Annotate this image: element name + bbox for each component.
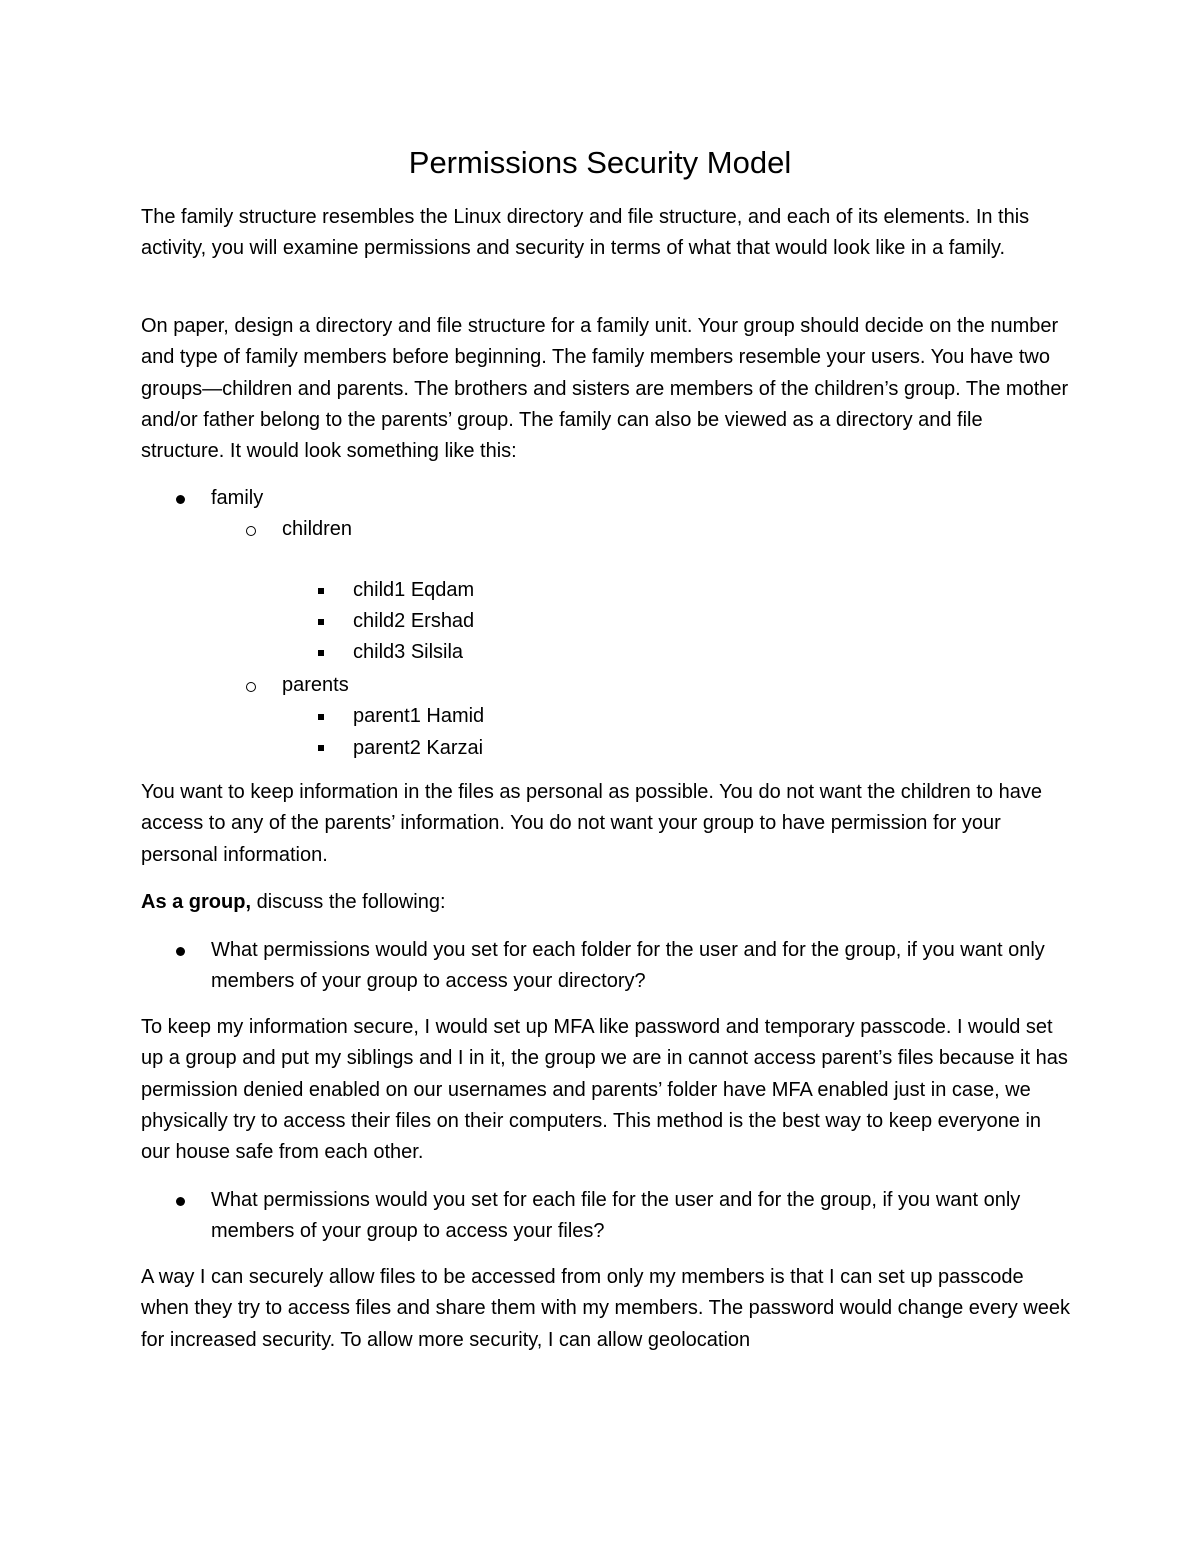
tree-item-parents: parents (282, 674, 349, 696)
tree-item-parent1: parent1 Hamid (353, 705, 485, 727)
privacy-paragraph: You want to keep information in the files as personal as possible. You do not want the children to have access to any of the parents’ information. You do not want your group to have permission for your personal information. (141, 781, 1042, 866)
bullet-icon (176, 1197, 185, 1206)
tree-item-child3: child3 Silsila (353, 641, 464, 663)
tree-item-children: children (282, 518, 353, 540)
circle-bullet-icon (246, 682, 256, 692)
square-bullet-icon (318, 745, 324, 751)
discuss-heading (141, 887, 1071, 918)
question-2: What permissions would you set for each file for the user and for the group, if you want only members of your group to access your files? (211, 1189, 1021, 1243)
tree-item-parent2: parent2 Karzai (353, 737, 484, 759)
square-bullet-icon (318, 714, 324, 720)
discuss-rest: discuss the following: (251, 891, 446, 913)
instructions-paragraph: On paper, design a directory and file structure for a family unit. Your group should decide on the number and type of family members before beginning. The family members resemble your users. You have two groups—children and parents. The brothers and sisters are members of the children’s group. The mother and/or father belong to the parents’ group. The family can also be viewed as a directory and file structure. It would look something like this: (141, 315, 1069, 463)
square-bullet-icon (318, 650, 324, 656)
page-title: Permissions Security Model (408, 145, 792, 180)
square-bullet-icon (318, 588, 324, 594)
intro-paragraph: The family structure resembles the Linux directory and file structure, and each of its elements. In this activity, you will examine permissions and security in terms of what that would look like in a family. (141, 206, 1030, 260)
square-bullet-icon (318, 619, 324, 625)
answer-1: To keep my information secure, I would set up MFA like password and temporary passcode. I would set up a group and put my siblings and I in it, the group we are in cannot access parent’s files because it has permission denied enabled on our usernames and parents’ folder have MFA enabled just in case, we physically try to access their files on their computers. This method is the best way to keep everyone in our house safe from each other. (141, 1016, 1068, 1164)
bullet-icon (176, 495, 185, 504)
tree-item-family: family (211, 487, 264, 509)
question-1: What permissions would you set for each folder for the user and for the group, if you want only members of your group to access your directory? (211, 939, 1045, 993)
bullet-icon (176, 947, 185, 956)
tree-item-child2: child2 Ershad (353, 610, 475, 632)
answer-2: A way I can securely allow files to be accessed from only my members is that I can set up passcode when they try to access files and share them with my members. The password would change every week for increased security. To allow more security, I can allow geolocation (141, 1266, 1070, 1351)
circle-bullet-icon (246, 526, 256, 536)
discuss-bold: As a group, (141, 891, 252, 913)
tree-item-child1: child1 Eqdam (353, 579, 475, 601)
